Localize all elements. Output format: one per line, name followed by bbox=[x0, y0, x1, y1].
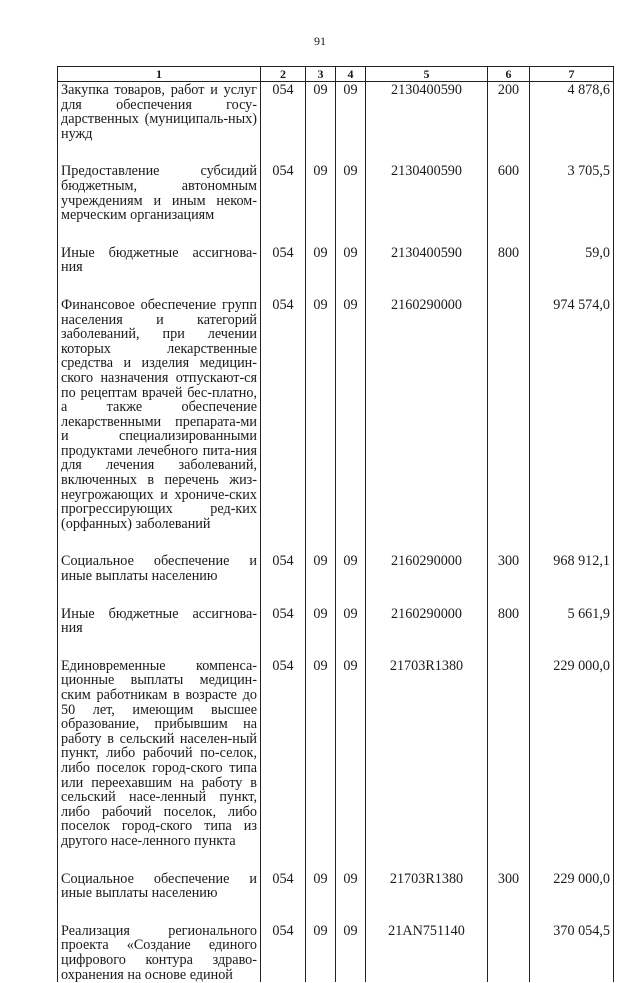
ministry-code: 054 bbox=[261, 82, 306, 164]
expense-name: Иные бюджетные ассигнова-ния bbox=[58, 606, 261, 658]
table-row bbox=[58, 163, 614, 244]
table-row bbox=[58, 245, 614, 297]
subsection-code: 09 bbox=[336, 658, 366, 871]
column-header-4: 4 bbox=[336, 67, 366, 82]
expense-type-code: 600 bbox=[488, 163, 530, 244]
amount: 4 878,6 bbox=[530, 82, 614, 164]
target-article-code: 2160290000 bbox=[366, 606, 488, 658]
expense-type-code: 800 bbox=[488, 606, 530, 658]
ministry-code: 054 bbox=[261, 923, 306, 982]
amount: 370 054,5 bbox=[530, 923, 614, 982]
column-header-1: 1 bbox=[58, 67, 261, 82]
subsection-code: 09 bbox=[336, 297, 366, 554]
column-header-2: 2 bbox=[261, 67, 306, 82]
subsection-code: 09 bbox=[336, 923, 366, 982]
target-article-code: 2160290000 bbox=[366, 553, 488, 605]
amount: 5 661,9 bbox=[530, 606, 614, 658]
target-article-code: 21703R1380 bbox=[366, 658, 488, 871]
section-code: 09 bbox=[306, 82, 336, 164]
expense-type-code: 800 bbox=[488, 245, 530, 297]
subsection-code: 09 bbox=[336, 606, 366, 658]
amount: 229 000,0 bbox=[530, 658, 614, 871]
target-article-code: 21703R1380 bbox=[366, 871, 488, 923]
expense-name: Закупка товаров, работ и услуг для обеспечения госу-дарственных (муниципаль-ных) нужд bbox=[58, 82, 261, 164]
expense-type-code: 200 bbox=[488, 82, 530, 164]
budget-table bbox=[57, 66, 614, 982]
expense-name: Предоставление субсидий бюджетным, автономным учреждениям и иным неком-мерческим организациям bbox=[58, 163, 261, 244]
page-number: 91 bbox=[314, 34, 326, 48]
expense-type-code bbox=[488, 923, 530, 982]
column-header-5: 5 bbox=[366, 67, 488, 82]
table-row bbox=[58, 871, 614, 923]
target-article-code: 2130400590 bbox=[366, 82, 488, 164]
section-code: 09 bbox=[306, 297, 336, 554]
target-article-code: 2130400590 bbox=[366, 245, 488, 297]
table-row bbox=[58, 606, 614, 658]
column-header-3: 3 bbox=[306, 67, 336, 82]
expense-name: Реализация регионального проекта «Создание единого цифрового контура здраво-охранения на основе единой bbox=[58, 923, 261, 982]
subsection-code: 09 bbox=[336, 553, 366, 605]
target-article-code: 2130400590 bbox=[366, 163, 488, 244]
subsection-code: 09 bbox=[336, 871, 366, 923]
ministry-code: 054 bbox=[261, 245, 306, 297]
expense-type-code: 300 bbox=[488, 553, 530, 605]
expense-name: Социальное обеспечение и иные выплаты населению bbox=[58, 871, 261, 923]
ministry-code: 054 bbox=[261, 606, 306, 658]
expense-type-code bbox=[488, 658, 530, 871]
section-code: 09 bbox=[306, 923, 336, 982]
expense-type-code bbox=[488, 297, 530, 554]
table-row bbox=[58, 297, 614, 554]
table-row bbox=[58, 923, 614, 982]
section-code: 09 bbox=[306, 245, 336, 297]
amount: 3 705,5 bbox=[530, 163, 614, 244]
amount: 968 912,1 bbox=[530, 553, 614, 605]
ministry-code: 054 bbox=[261, 658, 306, 871]
ministry-code: 054 bbox=[261, 553, 306, 605]
section-code: 09 bbox=[306, 553, 336, 605]
ministry-code: 054 bbox=[261, 871, 306, 923]
section-code: 09 bbox=[306, 871, 336, 923]
expense-name: Финансовое обеспечение групп населения и категорий заболеваний, при лечении которых лекарственные средства и изделия медицин-ского назначения отпускают-ся по рецептам врачей бес-платно, а также обеспечение лекарственными препарата-ми и специализированными продуктами лечебного пита-ния для лечения заболеваний, включенных в перечень жиз-неугрожающих и хрониче-ских прогрессирующих ред-ких (орфанных) заболеваний bbox=[58, 297, 261, 554]
target-article-code: 21AN751140 bbox=[366, 923, 488, 982]
column-header-6: 6 bbox=[488, 67, 530, 82]
expense-name: Единовременные компенса-ционные выплаты медицин-ским работникам в возрасте до 50 лет, имеющим высшее образование, прибывшим на работу в сельский населен-ный пункт, либо рабочий по-селок, либо поселок город-ского типа или переехавшим на работу в сельский насе-ленный пункт, либо рабочий поселок, либо поселок город-ского типа из другого насе-ленного пункта bbox=[58, 658, 261, 871]
table-row bbox=[58, 82, 614, 164]
amount: 974 574,0 bbox=[530, 297, 614, 554]
subsection-code: 09 bbox=[336, 163, 366, 244]
section-code: 09 bbox=[306, 163, 336, 244]
table-row bbox=[58, 553, 614, 605]
ministry-code: 054 bbox=[261, 163, 306, 244]
target-article-code: 2160290000 bbox=[366, 297, 488, 554]
table-header-row bbox=[58, 67, 614, 82]
column-header-7: 7 bbox=[530, 67, 614, 82]
expense-name: Иные бюджетные ассигнова-ния bbox=[58, 245, 261, 297]
section-code: 09 bbox=[306, 606, 336, 658]
expense-type-code: 300 bbox=[488, 871, 530, 923]
subsection-code: 09 bbox=[336, 245, 366, 297]
section-code: 09 bbox=[306, 658, 336, 871]
amount: 59,0 bbox=[530, 245, 614, 297]
table-row bbox=[58, 658, 614, 871]
ministry-code: 054 bbox=[261, 297, 306, 554]
expense-name: Социальное обеспечение и иные выплаты населению bbox=[58, 553, 261, 605]
amount: 229 000,0 bbox=[530, 871, 614, 923]
subsection-code: 09 bbox=[336, 82, 366, 164]
